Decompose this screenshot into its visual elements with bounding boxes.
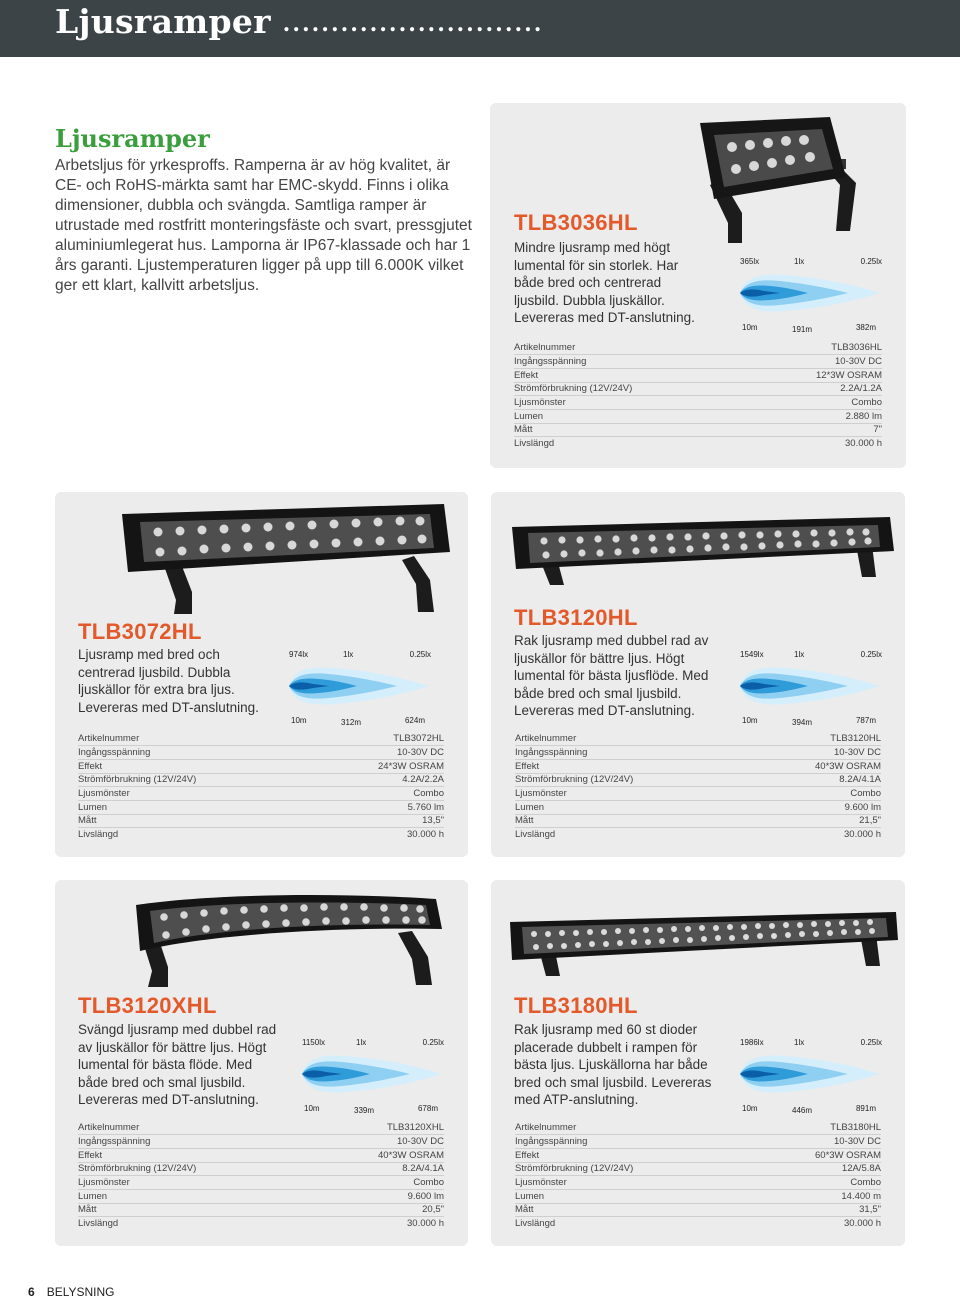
spec-label: Mått bbox=[78, 814, 313, 828]
spec-row bbox=[515, 1148, 881, 1162]
spec-label: Effekt bbox=[514, 368, 750, 382]
spec-value: 5.760 lm bbox=[313, 800, 444, 814]
spec-label: Strömförbrukning (12V/24V) bbox=[78, 1162, 313, 1176]
spec-label: Ingångsspänning bbox=[515, 1135, 750, 1149]
spec-value: 20,5" bbox=[313, 1203, 444, 1217]
product-title: TLB3072HL bbox=[78, 619, 202, 644]
spec-label: Ingångsspänning bbox=[78, 746, 313, 760]
beam-pattern-diagram bbox=[740, 650, 882, 728]
product-title: TLB3036HL bbox=[514, 210, 638, 235]
spec-value: 30.000 h bbox=[407, 1218, 444, 1230]
spec-label: Mått bbox=[515, 814, 750, 828]
spec-value: 40*3W OSRAM bbox=[313, 1148, 444, 1162]
light-bar-image bbox=[510, 515, 895, 595]
page-footer bbox=[28, 1285, 115, 1298]
spec-label: Effekt bbox=[78, 759, 313, 773]
distance-label: 891m bbox=[855, 1104, 876, 1113]
spec-label: Artikelnummer bbox=[514, 341, 750, 355]
spec-label: Effekt bbox=[78, 1148, 313, 1162]
spec-label: Ljusmönster bbox=[514, 396, 750, 410]
product-description: Ljusramp med bred och centrerad ljusbild. Dubbla ljuskällor för extra bra ljus. Levereras med DT-anslutning. bbox=[78, 647, 259, 715]
product-title: TLB3180HL bbox=[514, 993, 638, 1018]
spec-value: 4.2A/2.2A bbox=[313, 773, 444, 787]
spec-row bbox=[515, 732, 881, 746]
section-name: BELYSNING bbox=[46, 1285, 115, 1298]
spec-value: 30.000 h bbox=[845, 438, 882, 450]
distance-label: 446m bbox=[792, 1106, 813, 1115]
spec-value: Combo bbox=[750, 396, 882, 410]
distance-label: 10m bbox=[742, 1104, 758, 1113]
spec-value: 24*3W OSRAM bbox=[313, 759, 444, 773]
spec-row bbox=[515, 773, 881, 787]
spec-value: 10-30V DC bbox=[750, 1135, 881, 1149]
spec-value: 2.2A/1.2A bbox=[750, 382, 882, 396]
lux-label: 1549lx bbox=[740, 650, 764, 659]
distance-label: 382m bbox=[855, 323, 876, 332]
spec-label: Effekt bbox=[515, 1148, 750, 1162]
spec-row bbox=[515, 787, 881, 801]
distance-label: 339m bbox=[354, 1106, 375, 1115]
spec-label: Ljusmönster bbox=[78, 1176, 313, 1190]
spec-label: Ingångsspänning bbox=[515, 746, 750, 760]
lux-label: 1986lx bbox=[740, 1038, 764, 1047]
spec-row bbox=[515, 828, 881, 842]
spec-label: Ingångsspänning bbox=[514, 355, 750, 369]
spec-value: 8.2A/4.1A bbox=[313, 1162, 444, 1176]
spec-value: 40*3W OSRAM bbox=[750, 759, 881, 773]
spec-row bbox=[78, 1189, 444, 1203]
distance-label: 787m bbox=[855, 716, 876, 725]
spec-label: Livslängd bbox=[514, 438, 555, 450]
spec-label: Ingångsspänning bbox=[78, 1135, 313, 1149]
spec-table bbox=[515, 732, 881, 842]
spec-row bbox=[514, 396, 882, 410]
spec-row bbox=[78, 1203, 444, 1217]
product-description: Mindre ljusramp med högt lumental för sin storlek. Har både bred och centrerad ljusbild. Dubbla ljuskällor. Levereras med DT-anslutning. bbox=[514, 240, 695, 325]
spec-row bbox=[78, 787, 444, 801]
spec-label: Effekt bbox=[515, 759, 750, 773]
spec-value: 8.2A/4.1A bbox=[750, 773, 881, 787]
spec-row bbox=[515, 1217, 881, 1231]
spec-label: Livslängd bbox=[78, 1218, 119, 1230]
spec-row bbox=[78, 773, 444, 787]
spec-value: 10-30V DC bbox=[750, 355, 882, 369]
spec-label: Ljusmönster bbox=[515, 787, 750, 801]
beam-pattern-graphic bbox=[740, 1050, 882, 1098]
spec-value: 10-30V DC bbox=[313, 746, 444, 760]
spec-label: Lumen bbox=[515, 800, 750, 814]
spec-label: Strömförbrukning (12V/24V) bbox=[78, 773, 313, 787]
spec-label: Strömförbrukning (12V/24V) bbox=[515, 1162, 750, 1176]
distance-label: 10m bbox=[291, 716, 307, 725]
lux-label: 1lx bbox=[343, 650, 354, 659]
intro-text: Arbetsljus för yrkesproffs. Ramperna är av hög kvalitet, är CE- och RoHS-märkta samt har EMC-skydd. Finns i olika dimensioner, dubbla och svängda. Samtliga ramper är utrustade med rostfritt monteringsfäste och svart, pressgjutet aluminiumlegerat hus. Lamporna är IP67-klassade och har 1 års garanti. Ljustemperaturen ligger på upp till 6.000K vilket ger ett klart, kallvitt arbetsljus. bbox=[55, 157, 472, 294]
spec-label: Lumen bbox=[78, 1189, 313, 1203]
spec-row bbox=[78, 1148, 444, 1162]
spec-value: TLB3036HL bbox=[750, 341, 882, 355]
spec-value: 10-30V DC bbox=[313, 1135, 444, 1149]
spec-row bbox=[78, 1121, 444, 1135]
spec-value: 30.000 h bbox=[844, 829, 881, 841]
spec-table bbox=[514, 341, 882, 451]
spec-row bbox=[514, 409, 882, 423]
lux-label: 1lx bbox=[794, 1038, 805, 1047]
spec-row bbox=[78, 1217, 444, 1231]
header-bar bbox=[0, 0, 960, 57]
spec-value: 12A/5.8A bbox=[750, 1162, 881, 1176]
spec-row bbox=[515, 1203, 881, 1217]
spec-row bbox=[515, 746, 881, 760]
spec-value: 9.600 lm bbox=[313, 1189, 444, 1203]
page-number: 6 bbox=[28, 1285, 35, 1298]
page-title: Ljusramper ........................... bbox=[55, 2, 544, 41]
light-bar-image bbox=[670, 113, 870, 253]
lux-label: 974lx bbox=[289, 650, 309, 659]
spec-value: 10-30V DC bbox=[750, 746, 881, 760]
product-title: TLB3120HL bbox=[514, 605, 638, 630]
spec-value: 31,5" bbox=[750, 1203, 881, 1217]
product-description: Rak ljusramp med dubbel rad av ljuskällor för bättre ljus. Högt lumental för bästa ljusflöde. Med både bred och smal ljusbild. Levereras med DT-anslutning. bbox=[514, 633, 709, 718]
lux-label: 0.25lx bbox=[860, 257, 882, 266]
spec-value: 30.000 h bbox=[844, 1218, 881, 1230]
spec-row bbox=[515, 800, 881, 814]
distance-label: 312m bbox=[341, 718, 362, 727]
beam-pattern-graphic bbox=[289, 662, 431, 710]
distance-label: 10m bbox=[304, 1104, 320, 1113]
product-description: Rak ljusramp med 60 st dioder placerade dubbelt i rampen för bästa ljus. Ljuskällorna har både bred och smal ljusbild. Levereras med ATP-anslutning. bbox=[514, 1022, 712, 1107]
spec-row bbox=[514, 341, 882, 355]
distance-label: 10m bbox=[742, 323, 758, 332]
spec-label: Lumen bbox=[515, 1189, 750, 1203]
lux-label: 365lx bbox=[740, 257, 760, 266]
spec-label: Artikelnummer bbox=[78, 732, 313, 746]
distance-label: 10m bbox=[742, 716, 758, 725]
beam-pattern-graphic bbox=[302, 1050, 444, 1098]
spec-row bbox=[78, 1135, 444, 1149]
distance-label: 678m bbox=[417, 1104, 438, 1113]
spec-label: Mått bbox=[515, 1203, 750, 1217]
spec-row bbox=[515, 814, 881, 828]
light-bar-image bbox=[508, 910, 900, 985]
product-description: Svängd ljusramp med dubbel rad av ljuskällor för bättre ljus. Högt lumental för bästa flöde. Med både bred och smal ljusbild. Levereras med DT-anslutning. bbox=[78, 1022, 277, 1107]
spec-row bbox=[514, 382, 882, 396]
spec-row bbox=[515, 1135, 881, 1149]
spec-label: Strömförbrukning (12V/24V) bbox=[515, 773, 750, 787]
spec-table bbox=[515, 1121, 881, 1231]
spec-value: Combo bbox=[313, 787, 444, 801]
spec-row bbox=[514, 423, 882, 437]
lux-label: 1150lx bbox=[302, 1038, 325, 1047]
light-bar-image bbox=[96, 887, 466, 992]
beam-pattern-graphic bbox=[740, 269, 882, 317]
lux-label: 0.25lx bbox=[860, 650, 882, 659]
spec-row bbox=[515, 1189, 881, 1203]
spec-value: 21,5" bbox=[750, 814, 881, 828]
light-bar-image bbox=[118, 500, 453, 620]
spec-value: 14.400 m bbox=[750, 1189, 881, 1203]
spec-label: Ljusmönster bbox=[78, 787, 313, 801]
lux-label: 0.25lx bbox=[860, 1038, 882, 1047]
spec-value: TLB3120XHL bbox=[313, 1121, 444, 1135]
spec-row bbox=[78, 814, 444, 828]
beam-pattern-graphic bbox=[740, 662, 882, 710]
spec-row bbox=[515, 1176, 881, 1190]
spec-row bbox=[78, 759, 444, 773]
spec-value: 30.000 h bbox=[407, 829, 444, 841]
spec-row bbox=[78, 800, 444, 814]
lux-label: 0.25lx bbox=[422, 1038, 444, 1047]
spec-label: Livslängd bbox=[78, 829, 119, 841]
lux-label: 0.25lx bbox=[409, 650, 431, 659]
spec-label: Mått bbox=[514, 423, 750, 437]
spec-row bbox=[78, 1162, 444, 1176]
spec-row bbox=[514, 437, 882, 451]
spec-value: TLB3072HL bbox=[313, 732, 444, 746]
spec-row bbox=[78, 828, 444, 842]
spec-label: Artikelnummer bbox=[78, 1121, 313, 1135]
spec-value: 7" bbox=[750, 423, 882, 437]
distance-label: 191m bbox=[792, 325, 813, 334]
spec-table bbox=[78, 732, 444, 842]
spec-label: Mått bbox=[78, 1203, 313, 1217]
spec-value: Combo bbox=[313, 1176, 444, 1190]
spec-label: Artikelnummer bbox=[515, 1121, 750, 1135]
spec-row bbox=[515, 1121, 881, 1135]
spec-row bbox=[78, 732, 444, 746]
spec-value: TLB3180HL bbox=[750, 1121, 881, 1135]
beam-pattern-diagram bbox=[289, 650, 431, 728]
spec-value: 9.600 lm bbox=[750, 800, 881, 814]
distance-label: 394m bbox=[792, 718, 813, 727]
distance-label: 624m bbox=[404, 716, 425, 725]
spec-label: Ljusmönster bbox=[515, 1176, 750, 1190]
beam-pattern-diagram bbox=[740, 257, 882, 335]
spec-row bbox=[78, 746, 444, 760]
spec-value: 60*3W OSRAM bbox=[750, 1148, 881, 1162]
spec-label: Livslängd bbox=[515, 829, 556, 841]
lux-label: 1lx bbox=[794, 257, 805, 266]
spec-label: Lumen bbox=[78, 800, 313, 814]
spec-value: Combo bbox=[750, 1176, 881, 1190]
beam-pattern-diagram bbox=[740, 1038, 882, 1116]
spec-label: Lumen bbox=[514, 409, 750, 423]
spec-label: Artikelnummer bbox=[515, 732, 750, 746]
spec-table bbox=[78, 1121, 444, 1231]
spec-value: 2.880 lm bbox=[750, 409, 882, 423]
intro-heading: Ljusramper bbox=[55, 124, 210, 153]
product-title: TLB3120XHL bbox=[78, 993, 217, 1018]
beam-pattern-diagram bbox=[302, 1038, 444, 1116]
spec-value: 13,5" bbox=[313, 814, 444, 828]
spec-row bbox=[515, 759, 881, 773]
spec-row bbox=[78, 1176, 444, 1190]
spec-value: TLB3120HL bbox=[750, 732, 881, 746]
spec-row bbox=[514, 368, 882, 382]
spec-row bbox=[515, 1162, 881, 1176]
spec-value: 12*3W OSRAM bbox=[750, 368, 882, 382]
spec-value: Combo bbox=[750, 787, 881, 801]
spec-row bbox=[514, 355, 882, 369]
lux-label: 1lx bbox=[794, 650, 805, 659]
spec-label: Livslängd bbox=[515, 1218, 556, 1230]
spec-label: Strömförbrukning (12V/24V) bbox=[514, 382, 750, 396]
lux-label: 1lx bbox=[356, 1038, 367, 1047]
